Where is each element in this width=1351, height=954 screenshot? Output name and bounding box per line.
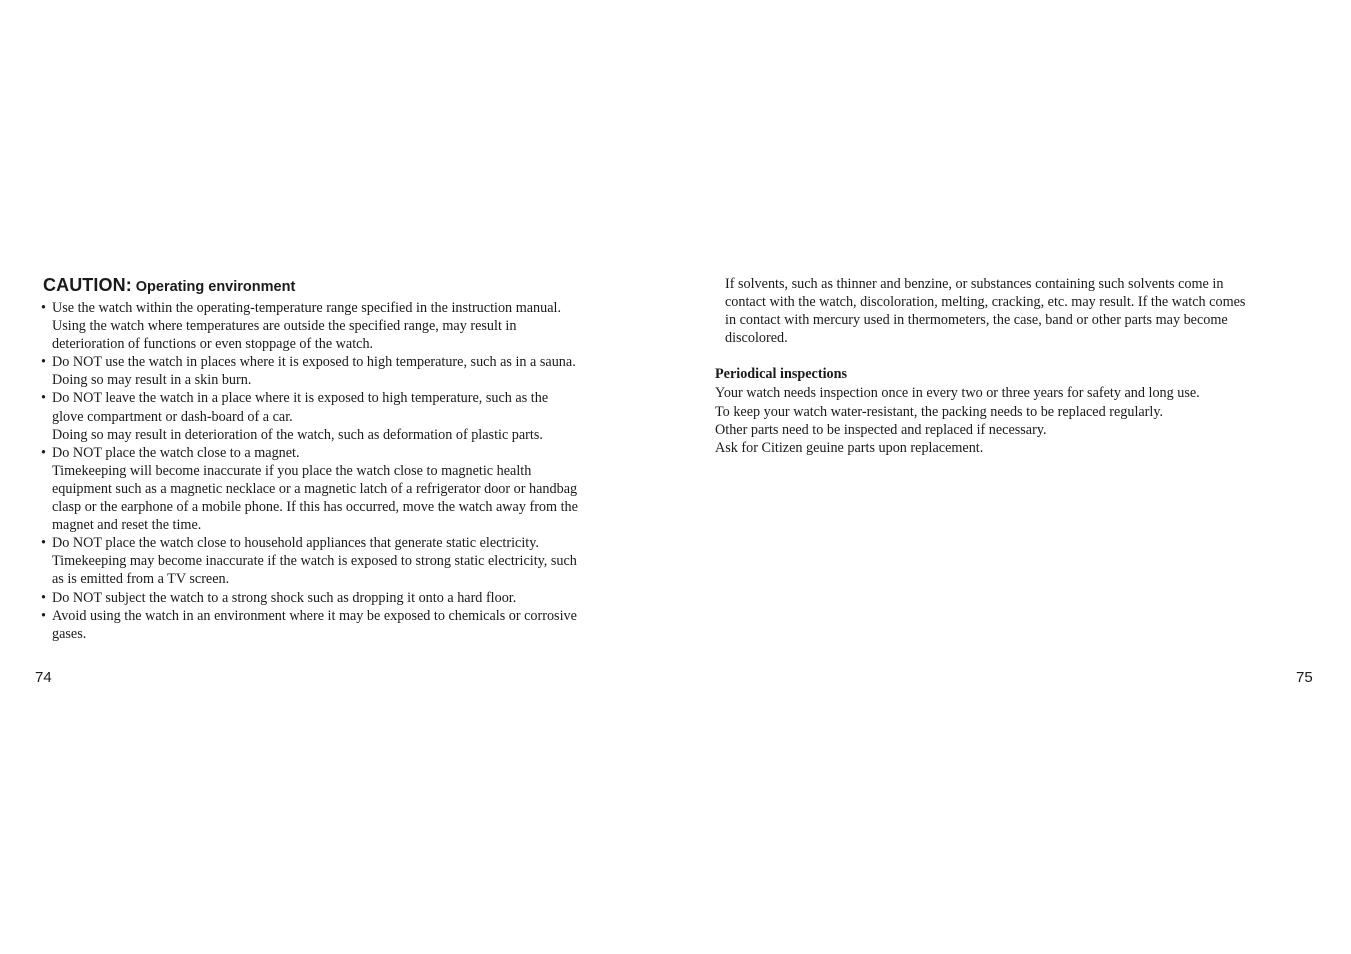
page-number-right: 75: [1296, 669, 1313, 686]
right-content: [715, 275, 1315, 457]
bullet-text: Do NOT place the watch close to a magnet. Timekeeping will become inaccurate if you place the watch close to magnetic health equipment such as a magnetic necklace or a magnetic latch of a refrigerator door or handbag clasp or the earphone of a mobile phone. If this has occurred, move the watch away from the magnet and reset the time.: [52, 444, 578, 534]
list-item: [41, 299, 641, 353]
list-item: [41, 353, 641, 389]
bullet-mark: •: [41, 390, 46, 407]
bullet-text: Do NOT subject the watch to a strong shock such as dropping it onto a hard floor.: [52, 589, 517, 606]
caution-label: CAUTION:: [43, 275, 132, 295]
list-item: [41, 534, 641, 588]
bullet-text: Avoid using the watch in an environment where it may be exposed to chemicals or corrosive gases.: [52, 607, 577, 642]
caution-subtitle: Operating environment: [135, 279, 296, 295]
inspections-heading: Periodical inspections: [715, 366, 848, 383]
list-item: [41, 607, 641, 643]
caution-list: [41, 299, 641, 643]
caution-section: [43, 275, 643, 643]
bullet-mark: •: [41, 300, 46, 316]
bullet-mark: •: [41, 535, 46, 552]
solvents-paragraph: If solvents, such as thinner and benzine, or substances containing such solvents come in contact with the watch, discoloration, melting, cracking, etc. may result. If the watch comes in contact with mercury used in thermometers, the case, band or other parts may become discolored.: [725, 276, 1246, 347]
right-page: [676, 0, 1351, 954]
list-item: [41, 389, 641, 443]
page-number-left: 74: [35, 669, 52, 686]
bullet-text: Do NOT leave the watch in a place where it is exposed to high temperature, such as the glove compartment or dash-board of a car. Doing so may result in deterioration of the watch, such as deformation of plastic parts.: [52, 390, 549, 443]
list-item: [41, 589, 641, 607]
list-item: [41, 444, 641, 534]
bullet-text: Use the watch within the operating-temperature range specified in the instruction manual. Using the watch where temperatures are outside the specified range, may result in deterioration of functions or even stoppage of the watch.: [52, 300, 561, 353]
left-page: [0, 0, 675, 954]
inspections-text: Your watch needs inspection once in every two or three years for safety and long use. To keep your watch water-resistant, the packing needs to be replaced regularly. Other parts need to be inspected and replaced if necessary. Ask for Citizen geuine parts upon replacement.: [715, 385, 1200, 456]
bullet-mark: •: [41, 607, 46, 624]
bullet-text: Do NOT place the watch close to household appliances that generate static electricity. Timekeeping may become inaccurate if the watch is exposed to strong static electricity, such as is emitted from a TV screen.: [52, 535, 577, 588]
bullet-text: Do NOT use the watch in places where it is exposed to high temperature, such as in a sauna. Doing so may result in a skin burn.: [52, 354, 576, 389]
caution-heading: [43, 275, 643, 297]
bullet-mark: •: [41, 444, 46, 461]
bullet-mark: •: [41, 589, 46, 606]
bullet-mark: •: [41, 354, 46, 371]
